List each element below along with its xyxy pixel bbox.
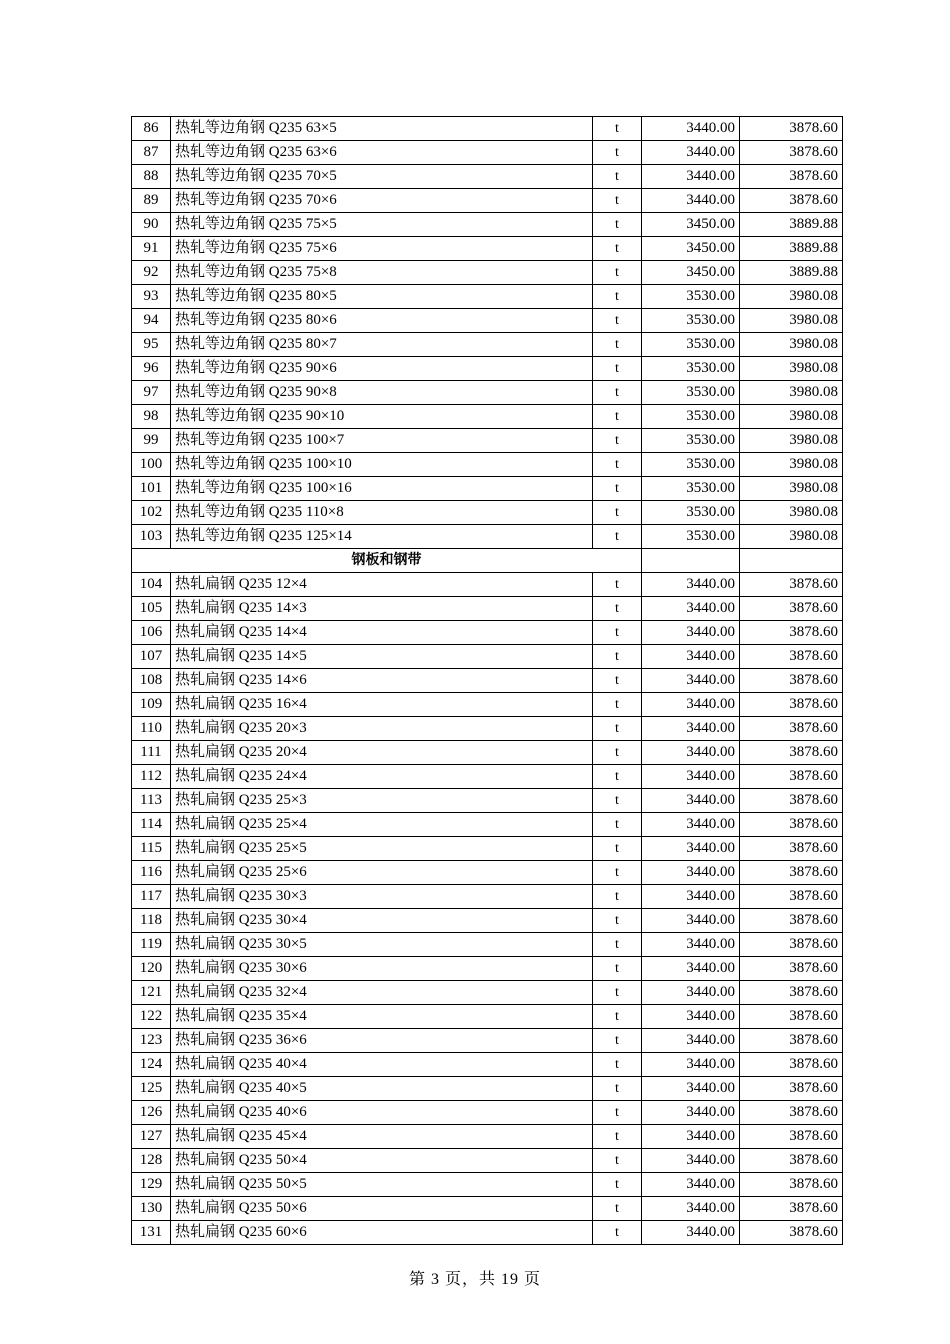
- item-price: 3440.00: [642, 933, 740, 957]
- row-number: 127: [132, 1125, 171, 1149]
- row-number: 91: [132, 237, 171, 261]
- item-unit: t: [593, 693, 642, 717]
- item-price: 3530.00: [642, 429, 740, 453]
- item-price-with-tax: 3878.60: [740, 621, 843, 645]
- item-unit: t: [593, 621, 642, 645]
- row-number: 126: [132, 1101, 171, 1125]
- row-number: 101: [132, 477, 171, 501]
- item-price-with-tax: 3878.60: [740, 1005, 843, 1029]
- row-number: 103: [132, 525, 171, 549]
- item-price-with-tax: 3878.60: [740, 693, 843, 717]
- item-price: 3440.00: [642, 1005, 740, 1029]
- row-number: 97: [132, 381, 171, 405]
- item-price-with-tax: 3878.60: [740, 1197, 843, 1221]
- item-price: 3530.00: [642, 357, 740, 381]
- table-row: [132, 1005, 843, 1029]
- item-name: 热轧等边角钢 Q235 75×5: [171, 213, 593, 237]
- item-unit: t: [593, 285, 642, 309]
- row-number: 92: [132, 261, 171, 285]
- item-name: 热轧扁钢 Q235 24×4: [171, 765, 593, 789]
- item-price-with-tax: 3878.60: [740, 741, 843, 765]
- item-name: 热轧扁钢 Q235 40×6: [171, 1101, 593, 1125]
- item-price-with-tax: 3878.60: [740, 669, 843, 693]
- row-number: 105: [132, 597, 171, 621]
- item-price: 3440.00: [642, 165, 740, 189]
- row-number: 95: [132, 333, 171, 357]
- row-number: 93: [132, 285, 171, 309]
- item-price: 3450.00: [642, 261, 740, 285]
- table-row: [132, 165, 843, 189]
- row-number: 131: [132, 1221, 171, 1245]
- item-price: 3530.00: [642, 381, 740, 405]
- item-price-with-tax: 3878.60: [740, 1053, 843, 1077]
- item-price-with-tax: 3878.60: [740, 717, 843, 741]
- row-number: 90: [132, 213, 171, 237]
- item-price: 3440.00: [642, 765, 740, 789]
- item-unit: t: [593, 1077, 642, 1101]
- table-row: [132, 1077, 843, 1101]
- item-name: 热轧扁钢 Q235 35×4: [171, 1005, 593, 1029]
- row-number: 112: [132, 765, 171, 789]
- item-price: 3440.00: [642, 573, 740, 597]
- item-name: 热轧扁钢 Q235 50×6: [171, 1197, 593, 1221]
- table-row: [132, 189, 843, 213]
- item-price-with-tax: 3889.88: [740, 237, 843, 261]
- item-price: 3440.00: [642, 837, 740, 861]
- item-price: 3440.00: [642, 1101, 740, 1125]
- table-row: [132, 381, 843, 405]
- item-price-with-tax: 3878.60: [740, 573, 843, 597]
- item-price-with-tax: 3878.60: [740, 189, 843, 213]
- item-name: 热轧等边角钢 Q235 70×5: [171, 165, 593, 189]
- item-name: 热轧等边角钢 Q235 90×6: [171, 357, 593, 381]
- item-price: 3440.00: [642, 717, 740, 741]
- item-name: 热轧等边角钢 Q235 70×6: [171, 189, 593, 213]
- item-price: 3440.00: [642, 1029, 740, 1053]
- item-unit: t: [593, 429, 642, 453]
- item-name: 热轧等边角钢 Q235 75×6: [171, 237, 593, 261]
- item-name: 热轧扁钢 Q235 40×4: [171, 1053, 593, 1077]
- row-number: 116: [132, 861, 171, 885]
- item-price: 3440.00: [642, 669, 740, 693]
- item-unit: t: [593, 405, 642, 429]
- item-price: 3530.00: [642, 333, 740, 357]
- table-row: [132, 693, 843, 717]
- item-name: 热轧扁钢 Q235 25×5: [171, 837, 593, 861]
- item-price: 3440.00: [642, 861, 740, 885]
- item-name: 热轧扁钢 Q235 14×6: [171, 669, 593, 693]
- item-name: 热轧扁钢 Q235 14×3: [171, 597, 593, 621]
- item-name: 热轧扁钢 Q235 25×4: [171, 813, 593, 837]
- item-price-with-tax: 3878.60: [740, 141, 843, 165]
- item-price-with-tax: 3878.60: [740, 837, 843, 861]
- item-name: 热轧扁钢 Q235 14×4: [171, 621, 593, 645]
- table-row: [132, 1029, 843, 1053]
- item-name: 热轧等边角钢 Q235 110×8: [171, 501, 593, 525]
- page-footer: 第 3 页，共 19 页: [408, 1271, 541, 1288]
- item-name: 热轧等边角钢 Q235 90×10: [171, 405, 593, 429]
- item-name: 热轧扁钢 Q235 30×4: [171, 909, 593, 933]
- item-unit: t: [593, 933, 642, 957]
- row-number: 121: [132, 981, 171, 1005]
- row-number: 89: [132, 189, 171, 213]
- item-unit: t: [593, 981, 642, 1005]
- table-row: [132, 1101, 843, 1125]
- item-price: 3440.00: [642, 741, 740, 765]
- item-unit: t: [593, 669, 642, 693]
- item-name: 热轧扁钢 Q235 12×4: [171, 573, 593, 597]
- row-number: 98: [132, 405, 171, 429]
- item-price: 3440.00: [642, 117, 740, 141]
- item-price-with-tax: 3878.60: [740, 1173, 843, 1197]
- item-price-with-tax: 3878.60: [740, 789, 843, 813]
- item-unit: t: [593, 165, 642, 189]
- row-number: 96: [132, 357, 171, 381]
- item-unit: t: [593, 477, 642, 501]
- item-unit: t: [593, 261, 642, 285]
- item-price-with-tax: 3878.60: [740, 1101, 843, 1125]
- table-row: [132, 1173, 843, 1197]
- row-number: 122: [132, 1005, 171, 1029]
- item-name: 热轧扁钢 Q235 32×4: [171, 981, 593, 1005]
- table-row: [132, 261, 843, 285]
- item-price-with-tax: 3889.88: [740, 261, 843, 285]
- item-name: 热轧扁钢 Q235 20×4: [171, 741, 593, 765]
- item-name: 热轧扁钢 Q235 50×5: [171, 1173, 593, 1197]
- row-number: 110: [132, 717, 171, 741]
- item-price-with-tax: 3980.08: [740, 381, 843, 405]
- table-row: [132, 309, 843, 333]
- row-number: 113: [132, 789, 171, 813]
- item-price: 3530.00: [642, 501, 740, 525]
- row-number: 114: [132, 813, 171, 837]
- row-number: 129: [132, 1173, 171, 1197]
- item-name: 热轧扁钢 Q235 40×5: [171, 1077, 593, 1101]
- item-unit: t: [593, 1029, 642, 1053]
- row-number: 87: [132, 141, 171, 165]
- item-unit: t: [593, 885, 642, 909]
- table-row: [132, 861, 843, 885]
- item-unit: t: [593, 237, 642, 261]
- item-unit: t: [593, 525, 642, 549]
- item-unit: t: [593, 333, 642, 357]
- item-price: 3530.00: [642, 285, 740, 309]
- item-price: 3440.00: [642, 1077, 740, 1101]
- item-price-with-tax: 3980.08: [740, 309, 843, 333]
- table-row: [132, 669, 843, 693]
- item-price: 3530.00: [642, 453, 740, 477]
- item-price-with-tax: 3980.08: [740, 525, 843, 549]
- item-price: 3440.00: [642, 1125, 740, 1149]
- item-price: 3440.00: [642, 645, 740, 669]
- item-unit: t: [593, 573, 642, 597]
- item-name: 热轧等边角钢 Q235 63×6: [171, 141, 593, 165]
- item-price-with-tax: 3980.08: [740, 333, 843, 357]
- row-number: 88: [132, 165, 171, 189]
- row-number: 109: [132, 693, 171, 717]
- item-unit: t: [593, 117, 642, 141]
- item-name: 热轧扁钢 Q235 16×4: [171, 693, 593, 717]
- item-unit: t: [593, 141, 642, 165]
- item-price: 3450.00: [642, 237, 740, 261]
- item-name: 热轧等边角钢 Q235 100×16: [171, 477, 593, 501]
- item-price-with-tax: 3878.60: [740, 117, 843, 141]
- item-name: 热轧等边角钢 Q235 80×6: [171, 309, 593, 333]
- item-price-with-tax: 3878.60: [740, 765, 843, 789]
- item-price: 3440.00: [642, 621, 740, 645]
- item-price-with-tax: 3980.08: [740, 477, 843, 501]
- item-name: 热轧扁钢 Q235 60×6: [171, 1221, 593, 1245]
- item-name: 热轧扁钢 Q235 30×6: [171, 957, 593, 981]
- item-price-with-tax: 3980.08: [740, 357, 843, 381]
- section-header-body: [132, 549, 843, 573]
- item-price-with-tax: 3980.08: [740, 405, 843, 429]
- item-unit: t: [593, 597, 642, 621]
- item-price: 3440.00: [642, 141, 740, 165]
- table-row: [132, 981, 843, 1005]
- item-name: 热轧扁钢 Q235 30×5: [171, 933, 593, 957]
- section-title: 钢板和钢带: [132, 549, 642, 573]
- table-row: [132, 477, 843, 501]
- item-price-with-tax: 3889.88: [740, 213, 843, 237]
- row-number: 123: [132, 1029, 171, 1053]
- item-unit: t: [593, 717, 642, 741]
- item-price: 3440.00: [642, 909, 740, 933]
- item-unit: t: [593, 1197, 642, 1221]
- item-unit: t: [593, 789, 642, 813]
- table-row: [132, 453, 843, 477]
- item-unit: t: [593, 381, 642, 405]
- table-row: [132, 1221, 843, 1245]
- item-price-with-tax: 3878.60: [740, 885, 843, 909]
- item-name: 热轧扁钢 Q235 14×5: [171, 645, 593, 669]
- item-unit: t: [593, 189, 642, 213]
- item-unit: t: [593, 309, 642, 333]
- table-row: [132, 429, 843, 453]
- price-table-body-top: [132, 117, 843, 549]
- item-unit: t: [593, 1221, 642, 1245]
- table-row: [132, 765, 843, 789]
- item-price-with-tax: 3878.60: [740, 1125, 843, 1149]
- item-name: 热轧扁钢 Q235 30×3: [171, 885, 593, 909]
- item-unit: t: [593, 1101, 642, 1125]
- item-name: 热轧等边角钢 Q235 90×8: [171, 381, 593, 405]
- item-price: 3440.00: [642, 1053, 740, 1077]
- table-row: [132, 501, 843, 525]
- item-name: 热轧扁钢 Q235 20×3: [171, 717, 593, 741]
- row-number: 86: [132, 117, 171, 141]
- item-unit: t: [593, 957, 642, 981]
- item-price-with-tax: 3878.60: [740, 981, 843, 1005]
- price-table: [131, 116, 843, 1245]
- item-unit: t: [593, 357, 642, 381]
- table-row: [132, 357, 843, 381]
- row-number: 107: [132, 645, 171, 669]
- table-row: [132, 957, 843, 981]
- row-number: 125: [132, 1077, 171, 1101]
- item-name: 热轧等边角钢 Q235 80×5: [171, 285, 593, 309]
- item-price: 3450.00: [642, 213, 740, 237]
- table-row: [132, 333, 843, 357]
- row-number: 118: [132, 909, 171, 933]
- item-name: 热轧等边角钢 Q235 63×5: [171, 117, 593, 141]
- table-row: [132, 141, 843, 165]
- row-number: 102: [132, 501, 171, 525]
- table-row: [132, 285, 843, 309]
- row-number: 115: [132, 837, 171, 861]
- item-unit: t: [593, 837, 642, 861]
- item-price-with-tax: 3980.08: [740, 429, 843, 453]
- row-number: 120: [132, 957, 171, 981]
- table-row: [132, 237, 843, 261]
- item-name: 热轧等边角钢 Q235 125×14: [171, 525, 593, 549]
- item-name: 热轧扁钢 Q235 25×3: [171, 789, 593, 813]
- item-price-with-tax: 3878.60: [740, 165, 843, 189]
- section-empty-cell: [642, 549, 740, 573]
- row-number: 94: [132, 309, 171, 333]
- table-row: [132, 525, 843, 549]
- row-number: 128: [132, 1149, 171, 1173]
- item-price-with-tax: 3878.60: [740, 909, 843, 933]
- item-price-with-tax: 3878.60: [740, 861, 843, 885]
- row-number: 124: [132, 1053, 171, 1077]
- table-row: [132, 837, 843, 861]
- table-row: [132, 213, 843, 237]
- item-unit: t: [593, 1173, 642, 1197]
- row-number: 111: [132, 741, 171, 765]
- item-price: 3530.00: [642, 405, 740, 429]
- item-price: 3440.00: [642, 957, 740, 981]
- table-row: [132, 645, 843, 669]
- table-row: [132, 789, 843, 813]
- item-name: 热轧扁钢 Q235 25×6: [171, 861, 593, 885]
- table-row: [132, 813, 843, 837]
- item-price: 3530.00: [642, 477, 740, 501]
- item-price: 3440.00: [642, 885, 740, 909]
- item-unit: t: [593, 213, 642, 237]
- item-unit: t: [593, 741, 642, 765]
- table-row: [132, 1149, 843, 1173]
- item-name: 热轧等边角钢 Q235 75×8: [171, 261, 593, 285]
- item-price-with-tax: 3878.60: [740, 1149, 843, 1173]
- item-unit: t: [593, 1053, 642, 1077]
- item-price: 3440.00: [642, 597, 740, 621]
- item-price: 3440.00: [642, 1197, 740, 1221]
- table-row: [132, 741, 843, 765]
- row-number: 99: [132, 429, 171, 453]
- item-price: 3440.00: [642, 693, 740, 717]
- item-unit: t: [593, 861, 642, 885]
- item-price: 3440.00: [642, 1149, 740, 1173]
- item-unit: t: [593, 1005, 642, 1029]
- item-price: 3440.00: [642, 1221, 740, 1245]
- table-row: [132, 1053, 843, 1077]
- item-price-with-tax: 3878.60: [740, 933, 843, 957]
- row-number: 117: [132, 885, 171, 909]
- item-unit: t: [593, 501, 642, 525]
- item-unit: t: [593, 765, 642, 789]
- item-name: 热轧等边角钢 Q235 100×10: [171, 453, 593, 477]
- section-row: [132, 549, 843, 573]
- item-price: 3440.00: [642, 981, 740, 1005]
- item-price-with-tax: 3878.60: [740, 813, 843, 837]
- item-name: 热轧扁钢 Q235 50×4: [171, 1149, 593, 1173]
- table-row: [132, 573, 843, 597]
- item-price-with-tax: 3878.60: [740, 645, 843, 669]
- table-row: [132, 405, 843, 429]
- item-price-with-tax: 3878.60: [740, 1077, 843, 1101]
- table-row: [132, 1197, 843, 1221]
- table-row: [132, 1125, 843, 1149]
- item-price: 3530.00: [642, 309, 740, 333]
- item-unit: t: [593, 453, 642, 477]
- item-price-with-tax: 3878.60: [740, 597, 843, 621]
- item-price: 3440.00: [642, 789, 740, 813]
- table-row: [132, 885, 843, 909]
- row-number: 104: [132, 573, 171, 597]
- price-table-body-bottom: [132, 573, 843, 1245]
- item-name: 热轧等边角钢 Q235 80×7: [171, 333, 593, 357]
- item-price-with-tax: 3980.08: [740, 501, 843, 525]
- item-name: 热轧扁钢 Q235 45×4: [171, 1125, 593, 1149]
- item-price-with-tax: 3878.60: [740, 1221, 843, 1245]
- item-price: 3440.00: [642, 813, 740, 837]
- item-unit: t: [593, 909, 642, 933]
- table-row: [132, 717, 843, 741]
- item-price-with-tax: 3980.08: [740, 285, 843, 309]
- row-number: 119: [132, 933, 171, 957]
- table-row: [132, 909, 843, 933]
- item-price-with-tax: 3980.08: [740, 453, 843, 477]
- table-row: [132, 597, 843, 621]
- row-number: 130: [132, 1197, 171, 1221]
- item-unit: t: [593, 1149, 642, 1173]
- table-row: [132, 621, 843, 645]
- item-price: 3440.00: [642, 189, 740, 213]
- item-price-with-tax: 3878.60: [740, 1029, 843, 1053]
- item-unit: t: [593, 813, 642, 837]
- row-number: 108: [132, 669, 171, 693]
- item-price-with-tax: 3878.60: [740, 957, 843, 981]
- item-unit: t: [593, 645, 642, 669]
- row-number: 100: [132, 453, 171, 477]
- item-name: 热轧扁钢 Q235 36×6: [171, 1029, 593, 1053]
- item-price: 3440.00: [642, 1173, 740, 1197]
- table-row: [132, 117, 843, 141]
- item-name: 热轧等边角钢 Q235 100×7: [171, 429, 593, 453]
- item-unit: t: [593, 1125, 642, 1149]
- section-empty-cell: [740, 549, 843, 573]
- table-row: [132, 933, 843, 957]
- item-price: 3530.00: [642, 525, 740, 549]
- row-number: 106: [132, 621, 171, 645]
